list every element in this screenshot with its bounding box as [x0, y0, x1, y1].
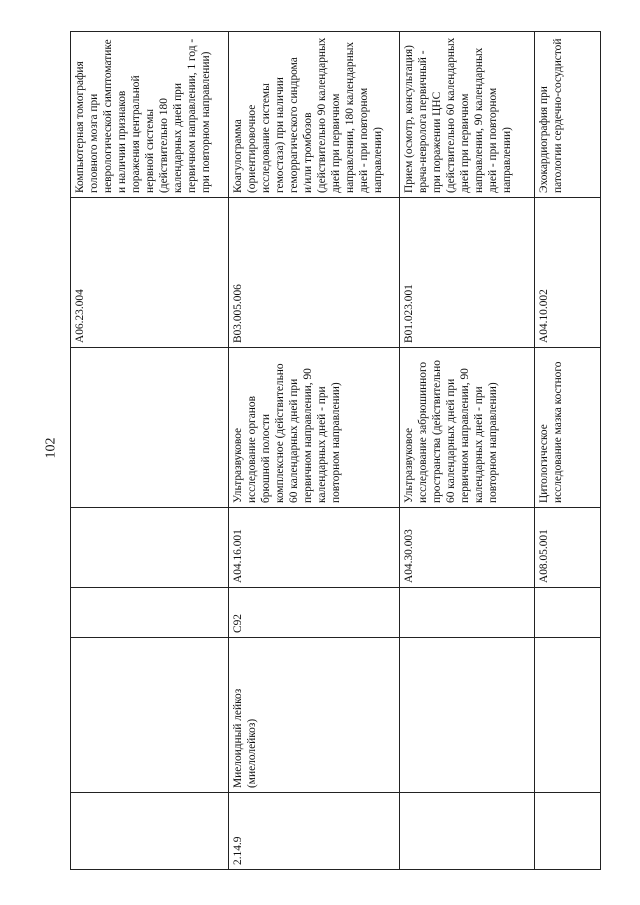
- service-name-cell: Эхокардиография при патологии сердечно-сосудистой: [535, 32, 601, 198]
- service-code-cell: A06.23.004: [71, 198, 229, 348]
- table-row: [229, 32, 400, 870]
- icd-code-cell: [400, 588, 535, 638]
- service-code-cell: B01.023.001: [400, 198, 535, 348]
- item-number-cell: [535, 793, 601, 870]
- service-name-cell: Цитологическое исследование мазка костного: [535, 348, 601, 508]
- icd-code-cell: C92: [229, 588, 400, 638]
- service-code-cell: A08.05.001: [535, 508, 601, 588]
- service-name-cell: Прием (осмотр, консультация) врача-невролога первичный - при поражении ЦНС (действительно 60 календарных дней при первичном направлении, 90 календарных дней - при повторном направлении): [400, 32, 535, 198]
- service-code-cell: A04.10.002: [535, 198, 601, 348]
- disease-cell: [400, 638, 535, 793]
- service-code-cell: B03.005.006: [229, 198, 400, 348]
- service-code-cell: A04.30.003: [400, 508, 535, 588]
- service-code-cell: [71, 508, 229, 588]
- icd-code-cell: [535, 588, 601, 638]
- item-number-cell: [400, 793, 535, 870]
- service-name-cell: Ультразвуковое исследование забрюшинного пространства (действительно 60 календарных дней при первичном направлении, 90 календарных дней - при повторном направлении): [400, 348, 535, 508]
- services-table: [70, 31, 601, 870]
- icd-code-cell: [71, 588, 229, 638]
- item-number-cell: [71, 793, 229, 870]
- disease-cell: [71, 638, 229, 793]
- page-number: 102: [43, 437, 58, 459]
- service-name-cell: Коагулограмма (ориентировочное исследование системы гемостаза) при наличии геморрагического синдрома и/или тромбозов (действительно 90 календарных дней при первичном направлении, 180 календарных дней - при повторном направлении): [229, 32, 400, 198]
- rotated-content: [70, 32, 600, 870]
- table-row: [71, 32, 229, 870]
- service-name-cell: [71, 348, 229, 508]
- service-name-cell: Компьютерная томография головного мозга при неврологической симптоматике и наличии признаков поражения центральной нервной системы (действительно 180 календарных дней при первичном направлении, 1 год - при повторном направлении): [71, 32, 229, 198]
- item-number-cell: 2.14.9: [229, 793, 400, 870]
- disease-cell: [535, 638, 601, 793]
- service-name-cell: Ультразвуковое исследование органов брюшной полости комплексное (действительно 60 календарных дней при первичном направлении, 90 календарных дней - при повторном направлении): [229, 348, 400, 508]
- disease-cell: Миелоидный лейкоз (миелолейкоз): [229, 638, 400, 793]
- table-row: [400, 32, 535, 870]
- table-row: [535, 32, 601, 870]
- service-code-cell: A04.16.001: [229, 508, 400, 588]
